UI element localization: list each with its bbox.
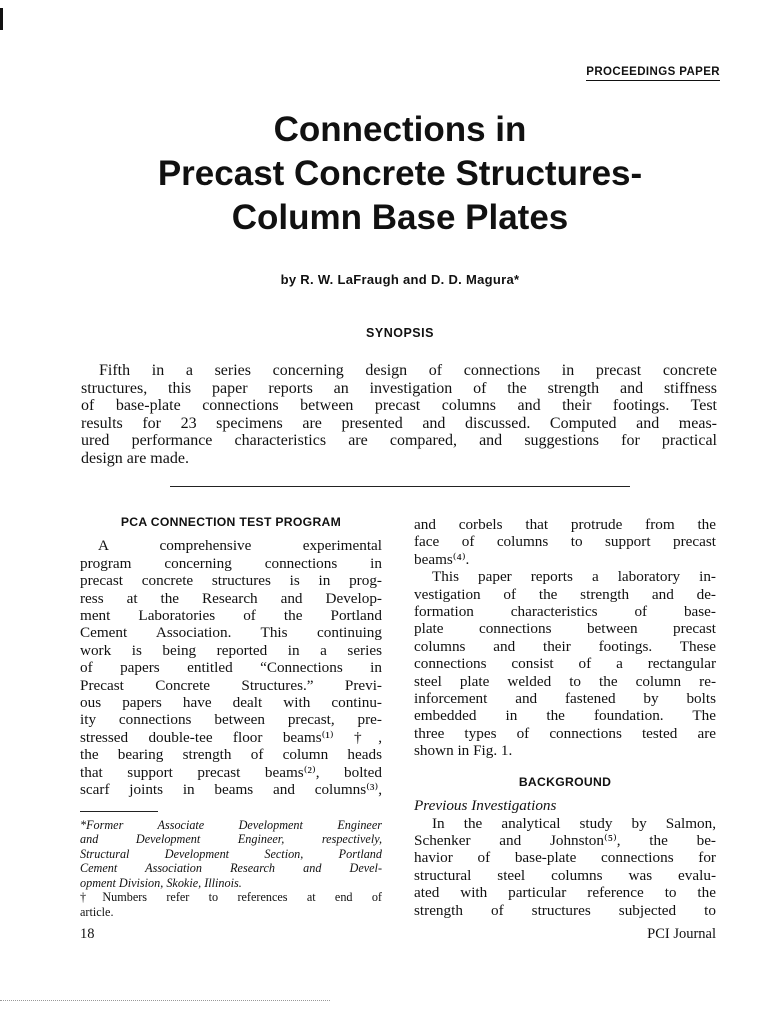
title-line: Precast Concrete Structures- [157, 154, 643, 193]
right-column [414, 516, 716, 919]
subsection-heading: Previous Investigations [414, 797, 557, 815]
body-line: Schenker and Johnston⁽⁵⁾, the be- [414, 831, 716, 849]
body-line: ress at the Research and Develop- [80, 589, 382, 607]
section-label: PROCEEDINGS PAPER [586, 66, 720, 78]
footnote-line: and Development Engineer, respectively, [80, 832, 382, 847]
body-line: steel plate welded to the column re- [414, 672, 716, 690]
body-line: strength of structures subjected to [414, 901, 716, 919]
body-line: havior of base-plate connections for [414, 849, 716, 867]
footnotes [80, 818, 382, 920]
footnote-line: Structural Development Section, Portland [80, 846, 382, 861]
footnote-line: article. [80, 905, 114, 920]
section-divider [170, 486, 630, 487]
body-line: that support precast beams⁽²⁾, bolted [80, 763, 382, 781]
body-line: ous papers have dealt with continu- [80, 694, 382, 712]
title-line: Connections in [273, 110, 527, 149]
section-heading: PCA CONNECTION TEST PROGRAM [120, 515, 342, 529]
footnote-line: †Numbers refer to references at end of [80, 890, 382, 905]
body-line: ity connections between precast, pre- [80, 711, 382, 729]
body-line: This paper reports a laboratory in- [432, 568, 716, 586]
synopsis-line: ured performance characteristics are compared, and suggestions for practical [81, 432, 717, 450]
body-line: scarf joints in beams and columns⁽³⁾, [80, 781, 382, 799]
synopsis-line: design are made. [81, 449, 189, 467]
body-line: beams⁽⁴⁾. [414, 550, 470, 568]
body-line: stressed double-tee floor beams⁽¹⁾ †, [80, 728, 382, 746]
footnote-line: Cement Association Research and Devel- [80, 861, 382, 876]
scan-edge-mark [0, 1000, 330, 1001]
body-line: connections consist of a rectangular [414, 655, 716, 673]
body-line: of papers entitled “Connections in [80, 659, 382, 677]
section-heading: BACKGROUND [518, 774, 612, 789]
synopsis-body [81, 362, 717, 468]
paper-title [40, 108, 760, 240]
body-line: In the analytical study by Salmon, [432, 814, 716, 832]
body-line: ment Laboratories of the Portland [80, 607, 382, 625]
body-line: the bearing strength of column heads [80, 746, 382, 764]
body-line: and corbels that protrude from the [414, 516, 716, 533]
body-line: ated with particular reference to the [414, 884, 716, 902]
synopsis-line: structures, this paper reports an investigation of the strength and stiffness [81, 379, 717, 397]
synopsis-line: of base-plate connections between precast columns and their footings. Test [81, 397, 717, 415]
body-line: embedded in the foundation. The [414, 707, 716, 725]
body-line: structural steel columns was evalu- [414, 866, 716, 884]
synopsis-line: Fifth in a series concerning design of connections in precast concrete [99, 362, 717, 379]
body-line: face of columns to support precast [414, 533, 716, 551]
body-line: plate connections between precast [414, 620, 716, 638]
footnote-line: *Former Associate Development Engineer [80, 817, 382, 832]
footnote-line: opment Division, Skokie, Illinois. [80, 875, 242, 890]
journal-name: PCI Journal [647, 926, 716, 942]
synopsis-line: results for 23 specimens are presented and discussed. Computed and meas- [81, 414, 717, 432]
body-line: precast concrete structures is in prog- [80, 572, 382, 590]
body-line: columns and their footings. These [414, 637, 716, 655]
body-line: program concerning connections in [80, 554, 382, 572]
body-line: Precast Concrete Structures.” Previ- [80, 676, 382, 694]
body-line: work is being reported in a series [80, 641, 382, 659]
body-line: Cement Association. This continuing [80, 624, 382, 642]
body-line: shown in Fig. 1. [414, 742, 513, 760]
body-line: vestigation of the strength and de- [414, 585, 716, 603]
body-line: formation characteristics of base- [414, 603, 716, 621]
title-line: Column Base Plates [231, 198, 569, 237]
synopsis-heading: SYNOPSIS [366, 326, 434, 340]
left-column [80, 514, 382, 920]
body-line: three types of connections tested are [414, 724, 716, 742]
body-line: inforcement and fastened by bolts [414, 690, 716, 708]
scan-corner-mark [0, 8, 3, 30]
footnote-divider [80, 811, 158, 812]
byline: by R. W. LaFraugh and D. D. Magura* [280, 272, 520, 287]
body-line: A comprehensive experimental [98, 537, 382, 555]
page-number: 18 [80, 926, 95, 942]
